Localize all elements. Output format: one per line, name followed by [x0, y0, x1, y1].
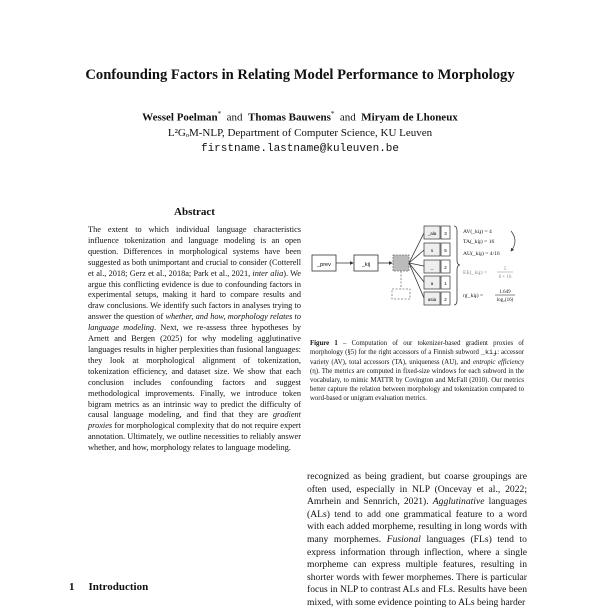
abstract-heading: Abstract — [174, 206, 215, 218]
av-ta-arrow — [511, 231, 515, 251]
author-name: Thomas Bauwens — [248, 111, 331, 124]
svg-text:s: s — [430, 248, 434, 253]
svg-text:asia: asia — [427, 297, 437, 302]
affiliation: L²GₒM-NLP, Department of Computer Science, KU Leuven — [167, 127, 433, 139]
figure-diagram — [305, 205, 535, 333]
author-mark: * — [330, 110, 335, 118]
formula-eta-num: 1.649 — [499, 290, 511, 295]
svg-text:1: 1 — [444, 281, 447, 286]
paper-title: Confounding Factors in Relating Model Performance to Morphology — [85, 67, 515, 83]
accessor-hidden — [392, 289, 410, 299]
author-name: Miryam de Lhoneux — [361, 111, 458, 124]
figure-caption: Figure 1 – Computation of our tokenizer-based gradient proxies of morphology (§5) for the right accessors of a Finnish subword _kiɟ: accessor variety (AV), total accessors (TA), uniqueness (AU), and entropic efficiency (η). The metrics are computed in fixed-size windows for each subword in the vocabulary, to mimic MATTR by Covington and McFall (2010). Our metrics better capture the relation between morphology and tokenization compared to word-based or unigram evaluation metrics. — [310, 340, 525, 402]
body-text-right: recognized as being gradient, but coarse groupings are often used, especially in NLP (Oncevay et al., 2022; Amrhein and Sennrich, 2021). Agglutinative languages (ALs) tend to add one grammatical feature to a word with each added morpheme, resulting in long words with many morphemes. Fusional languages (FLs) tend to express information through inflection, where a single morpheme can express multiple features, resulting in shorter words with fewer morphemes. There is particular focus in NLP to contrast ALs and FLs. Results have been mixed, with some evidence pointing to ALs being harder — [307, 471, 527, 608]
section-number: 1 — [69, 581, 75, 593]
svg-text:a: a — [430, 281, 434, 286]
abstract-text: The extent to which individual language characteristics influence tokenization and language modeling is an open question. Differences in morphological systems have been suggested as both unimportant and crucial to consider (Cotterell et al., 2018; Gerz et al., 2018a; Park et al., 2021, inter alia). We argue this conflicting evidence is due to confounding factors in experimental setups, making it hard to compare results and draw conclusions. We identify such factors in analyses trying to answer the question of whether, and how, morphology relates to language modeling. Next, we re-assess three hypotheses by Arnett and Bergen (2025) for why modeling agglutinative languages results in higher perplexities than fusional languages: they look at morphological alignment of tokenization, tokenization efficiency, and dataset size. We show that each conclusion includes confounding factors and suggest methodological improvements. Finally, we introduce token bigram metrics as an intrinsic way to predict the difficulty of causal language modeling, and find that they are gradient proxies for morphological complexity that do not require expert annotation. Ultimately, we outline necessities to reliably answer whether, and how, morphology relates to language modeling. — [88, 225, 301, 453]
formula-au: AU(_kiɟ) = 4/16 — [463, 251, 500, 257]
node-prev-label: _prev — [317, 262, 331, 268]
accessor-hub — [393, 255, 409, 271]
section-heading — [69, 581, 162, 593]
author-separator: and — [226, 111, 243, 124]
svg-text:2: 2 — [444, 297, 447, 302]
svg-text:5: 5 — [444, 248, 447, 253]
formula-ta: TA(_kiɟ) = 16 — [463, 239, 495, 245]
formula-av: AV(_kiɟ) = 4 — [463, 229, 492, 235]
brace — [454, 226, 460, 305]
node-kij-label: _kij — [361, 262, 371, 268]
author-name: Wessel Poelman — [142, 111, 218, 124]
author-mark: * — [217, 110, 222, 118]
email-address[interactable]: firstname.lastname@kuleuven.be — [200, 143, 400, 155]
svg-text:_: _ — [430, 265, 434, 270]
formula-eta-den: log₂(16) — [496, 298, 514, 303]
author-list — [0, 110, 600, 124]
formula-ee-prefix: EE(_kiɟ) = — [463, 270, 488, 276]
svg-text:2: 2 — [444, 265, 447, 270]
svg-text:3: 3 — [444, 231, 447, 236]
right-accessor-nodes — [424, 226, 450, 305]
section-title: Introduction — [88, 581, 149, 593]
author-separator: and — [339, 111, 356, 124]
formula-ee-num: 5 — [503, 267, 507, 272]
svg-text:_ala: _ala — [427, 231, 437, 236]
formula-ee-den: 6 + 16 — [498, 275, 512, 280]
formula-eta-prefix: η(_kiɟ) = — [463, 293, 484, 299]
